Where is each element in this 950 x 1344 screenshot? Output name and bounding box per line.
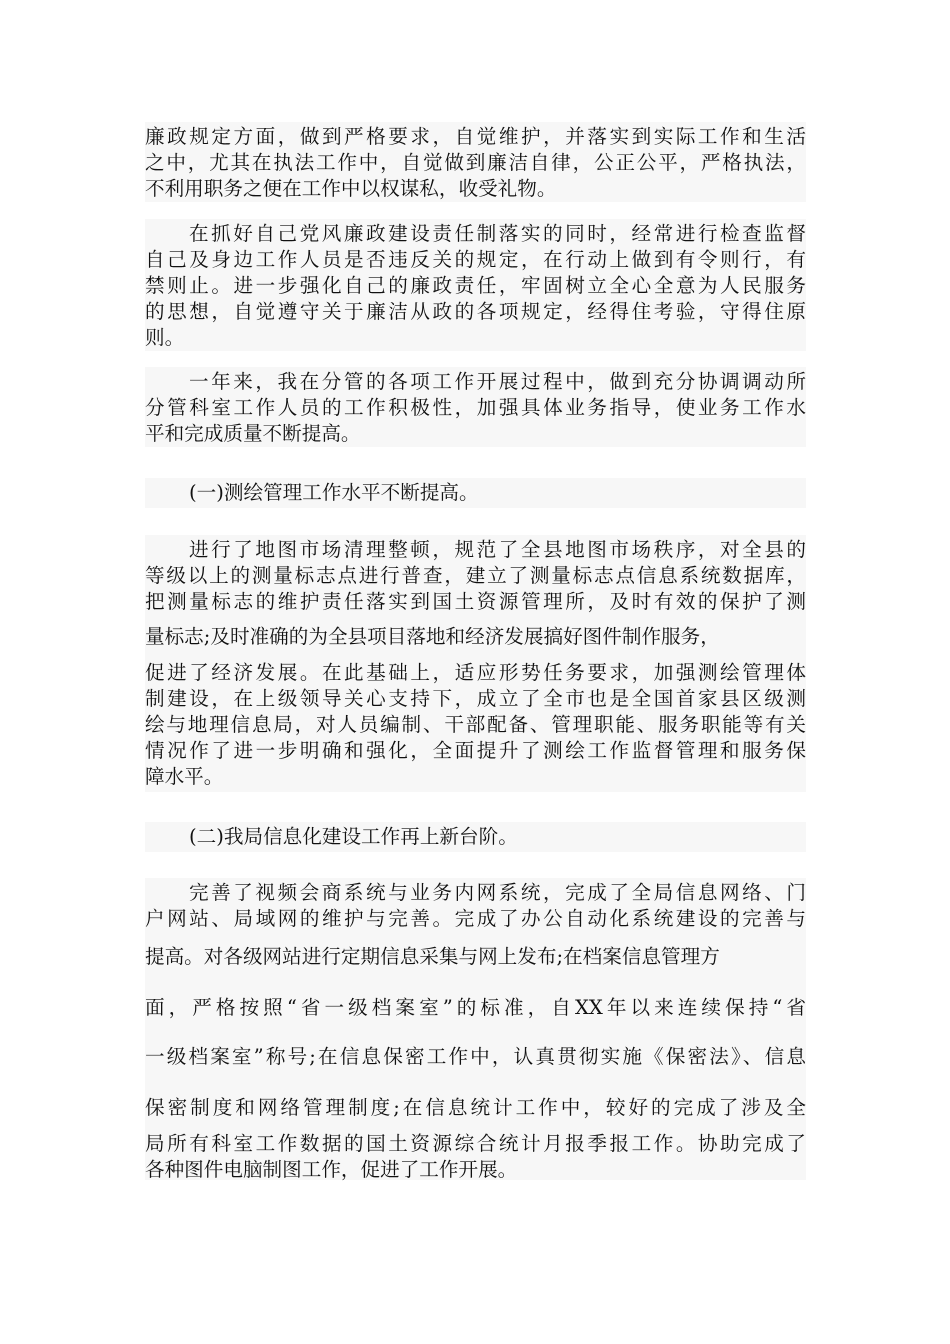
- text-line: 禁则止。进一步强化自己的廉政责任，牢固树立全心全意为人民服务: [145, 274, 806, 297]
- text-line: 保密制度和网络管理制度;在信息统计工作中，较好的完成了涉及全: [145, 1096, 806, 1119]
- text-line: 促进了经济发展。在此基础上，适应形势任务要求，加强测绘管理体: [145, 661, 806, 684]
- paragraph-surveying-details: [145, 535, 806, 792]
- text-line: 则。: [145, 326, 185, 349]
- section-heading: (一)测绘管理工作水平不断提高。: [189, 481, 479, 504]
- text-line: 之中，尤其在执法工作中，自觉做到廉洁自律，公正公平，严格执法，: [145, 151, 806, 174]
- paragraph-annual-work: [145, 367, 806, 447]
- text-line: 廉政规定方面，做到严格要求，自觉维护，并落实到实际工作和生活: [145, 125, 806, 148]
- text-line: 制建设，在上级领导关心支持下，成立了全市也是全国首家县区级测: [145, 687, 806, 710]
- section-heading: (二)我局信息化建设工作再上新台阶。: [189, 825, 518, 848]
- text-line: 不利用职务之便在工作中以权谋私，收受礼物。: [145, 177, 557, 200]
- paragraph-discipline-rules: [145, 122, 806, 202]
- text-line: 在抓好自己党风廉政建设责任制落实的同时，经常进行检查监督: [189, 222, 806, 245]
- text-line: 情况作了进一步明确和强化，全面提升了测绘工作监督管理和服务保: [145, 739, 806, 762]
- text-line: 的思想，自觉遵守关于廉洁从政的各项规定，经得住考验，守得住原: [145, 300, 806, 323]
- text-line: 绘与地理信息局，对人员编制、干部配备、管理职能、服务职能等有关: [145, 713, 806, 736]
- text-line: 户网站、局域网的维护与完善。完成了办公自动化系统建设的完善与: [145, 907, 806, 930]
- text-line: 提高。对各级网站进行定期信息采集与网上发布;在档案信息管理方: [145, 945, 720, 968]
- text-line: 平和完成质量不断提高。: [145, 422, 361, 445]
- text-line: 自己及身边工作人员是否违反关的规定，在行动上做到有令则行，有: [145, 248, 806, 271]
- text-line: 一级档案室”称号;在信息保密工作中，认真贯彻实施《保密法》、信息: [145, 1045, 806, 1068]
- section-heading-informatization: [145, 822, 806, 852]
- section-heading-surveying: [145, 478, 806, 508]
- text-line: 面，严格按照“省一级档案室”的标准，自XX年以来连续保持“省: [145, 996, 806, 1019]
- text-line: 完善了视频会商系统与业务内网系统，完成了全局信息网络、门: [189, 881, 806, 904]
- text-line: 各种图件电脑制图工作，促进了工作开展。: [145, 1158, 518, 1181]
- text-line: 局所有科室工作数据的国土资源综合统计月报季报工作。协助完成了: [145, 1132, 806, 1155]
- text-line: 把测量标志的维护责任落实到国土资源管理所，及时有效的保护了测: [145, 590, 806, 613]
- text-line: 量标志;及时准确的为全县项目落地和经济发展搞好图件制作服务，: [145, 625, 720, 648]
- text-line: 一年来，我在分管的各项工作开展过程中，做到充分协调调动所: [189, 370, 806, 393]
- text-line: 等级以上的测量标志点进行普查，建立了测量标志点信息系统数据库，: [145, 564, 806, 587]
- text-line: 分管科室工作人员的工作积极性，加强具体业务指导，使业务工作水: [145, 396, 806, 419]
- text-line: 障水平。: [145, 765, 224, 788]
- paragraph-informatization-details: [145, 878, 806, 1180]
- text-line: 进行了地图市场清理整顿，规范了全县地图市场秩序，对全县的: [189, 538, 806, 561]
- paragraph-responsibility: [145, 219, 806, 351]
